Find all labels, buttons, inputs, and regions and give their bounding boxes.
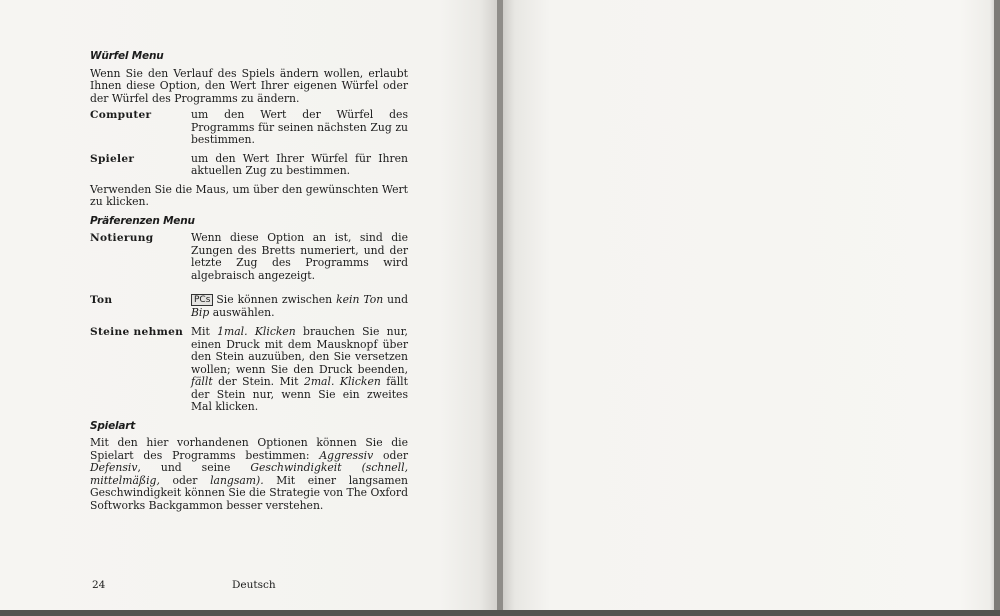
text-italic: 2mal. Klicken bbox=[303, 375, 381, 388]
desc-ton bbox=[191, 294, 408, 319]
page-number: 24 bbox=[92, 579, 106, 591]
desc-spieler: um den Wert Ihrer Würfel für Ihren aktuellen Zug zu bestimmen. bbox=[191, 151, 408, 177]
wuerfel-menu-heading: Würfel Menu bbox=[90, 50, 164, 62]
term-spieler: Spieler bbox=[90, 152, 135, 165]
text-italic: kein Ton bbox=[336, 293, 384, 306]
text: oder bbox=[159, 473, 211, 487]
text-italic: Geschwindigkeit (schnell, mittelmäßig, bbox=[90, 461, 409, 487]
text-italic: fällt bbox=[191, 375, 213, 388]
term-steine-nehmen: Steine nehmen bbox=[90, 326, 184, 338]
page-content bbox=[90, 50, 408, 516]
text: der Stein. Mit bbox=[212, 375, 304, 388]
text: Sie können zwischen bbox=[216, 293, 337, 306]
text-italic: Bip bbox=[191, 305, 210, 319]
text: Mit einer langsamen Geschwindigkeit können Sie die Strategie von The Oxford Softworks Backgammon besser verstehen. bbox=[90, 473, 409, 512]
text-italic: langsam). bbox=[210, 473, 264, 487]
footer-language: Deutsch bbox=[232, 579, 276, 591]
definition-row bbox=[90, 153, 408, 178]
desc-computer: um den Wert der Würfel des Programms für seinen nächsten Zug zu bestimmen. bbox=[191, 108, 408, 146]
text: und bbox=[383, 293, 408, 306]
text: brauchen Sie nur, einen Druck mit dem Mausknopf über den Stein auzuüben, den Sie versetzen wollen; wenn Sie den Druck beenden, bbox=[191, 325, 408, 376]
spielart-text bbox=[90, 437, 408, 512]
text: , und seine bbox=[137, 461, 251, 474]
page-edge bbox=[994, 0, 1000, 616]
pcs-badge: PCs bbox=[191, 294, 213, 306]
scan-bottom-edge bbox=[0, 610, 1000, 616]
desc-steine-nehmen bbox=[191, 326, 408, 414]
text: fällt der Stein nur, wenn Sie ein zweites Mal klicken. bbox=[191, 375, 408, 413]
praeferenzen-menu-heading: Präferenzen Menu bbox=[90, 214, 195, 227]
definition-row bbox=[90, 232, 408, 282]
term-notierung: Notierung bbox=[90, 232, 154, 244]
wuerfel-intro: Wenn Sie den Verlauf des Spiels ändern wollen, erlaubt Ihnen diese Option, den Wert Ihrer eigenen Würfel oder der Würfel des Programms zu ändern. bbox=[90, 66, 408, 105]
text: Mit den hier vorhandenen Optionen können Sie die Spielart des Programms bestimmen: bbox=[90, 436, 408, 462]
text: Mit bbox=[191, 325, 218, 338]
term-ton: Ton bbox=[90, 294, 113, 306]
spielart-heading: Spielart bbox=[90, 419, 136, 432]
text: auswählen. bbox=[209, 305, 275, 319]
definition-row bbox=[90, 109, 408, 147]
text-italic: Defensiv bbox=[90, 461, 138, 474]
text: oder bbox=[373, 448, 408, 462]
text-italic: Aggressiv bbox=[319, 448, 374, 462]
book-gutter bbox=[497, 0, 503, 616]
term-computer: Computer bbox=[90, 109, 152, 121]
desc-notierung: Wenn diese Option an ist, sind die Zungen des Bretts numeriert, und der letzte Zug des Programms wird algebraisch angezeigt. bbox=[191, 231, 408, 282]
right-page-blank bbox=[500, 0, 1000, 616]
definition-row bbox=[90, 326, 408, 414]
definition-row bbox=[90, 294, 408, 319]
text-italic: 1mal. Klicken bbox=[217, 325, 296, 338]
wuerfel-outro: Verwenden Sie die Maus, um über den gewünschten Wert zu klicken. bbox=[90, 182, 408, 208]
